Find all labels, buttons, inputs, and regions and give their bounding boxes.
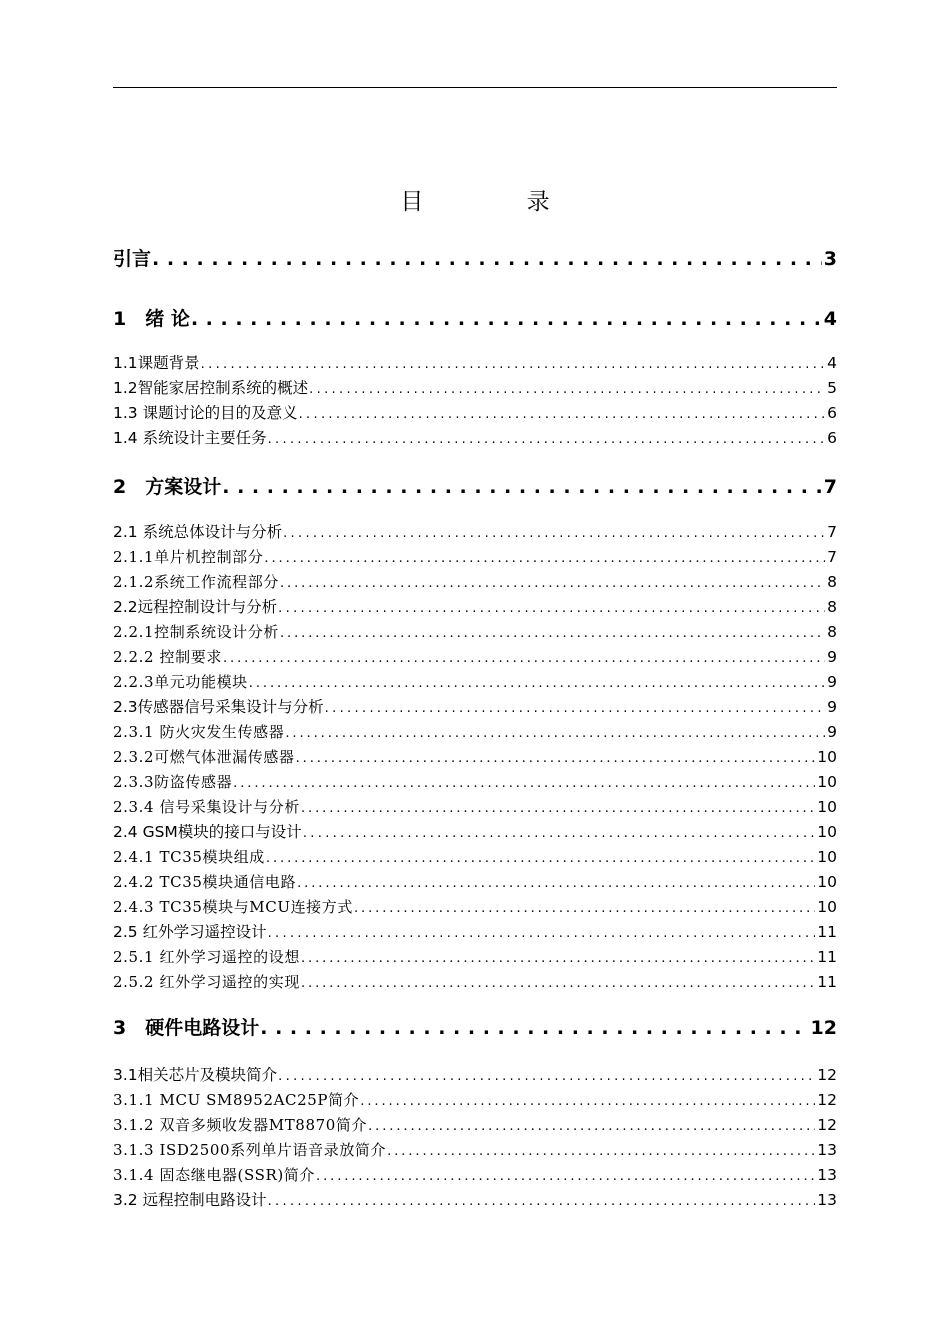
toc-entry-label: 2.5.2 红外学习遥控的实现 — [113, 973, 300, 991]
dot-leader — [325, 700, 825, 716]
toc-entry-label: 2.4.2 TC35模块通信电路 — [113, 873, 297, 891]
toc-entry-label: 2.3.2可燃气体泄漏传感器 — [113, 748, 295, 766]
toc-entry-page: 12 — [817, 1116, 837, 1134]
toc-entry[interactable] — [113, 750, 837, 766]
dot-leader — [387, 1143, 815, 1158]
toc-entry-label: 1 绪 论 — [113, 308, 190, 330]
toc-entry-page: 7 — [827, 523, 837, 541]
dot-leader — [309, 381, 825, 397]
toc-entry-label: 2.1.2系统工作流程部分 — [113, 573, 279, 591]
toc-entry-page: 11 — [817, 973, 837, 991]
toc-entry[interactable] — [113, 850, 837, 866]
toc-entry[interactable] — [113, 356, 837, 372]
dot-leader — [249, 675, 825, 690]
toc-entry-label: 2.1 系统总体设计与分析 — [113, 523, 283, 541]
toc-entry-label: 2.2.2 控制要求 — [113, 648, 222, 666]
toc-entry[interactable] — [113, 1068, 837, 1084]
toc-entry-page: 9 — [827, 723, 837, 741]
dot-leader — [222, 478, 822, 497]
toc-entry[interactable] — [113, 875, 837, 891]
dot-leader — [301, 950, 815, 965]
dot-leader — [285, 725, 825, 740]
toc-entry[interactable] — [113, 575, 837, 591]
toc-entry-page: 7 — [823, 476, 837, 498]
toc-entry[interactable] — [113, 478, 837, 497]
toc-entry-label: 2 方案设计 — [113, 476, 222, 498]
toc-entry-label: 3.1相关芯片及模块简介 — [113, 1066, 278, 1084]
toc-entry[interactable] — [113, 431, 837, 447]
toc-entry-page: 13 — [817, 1166, 837, 1184]
dot-leader — [283, 525, 825, 541]
toc-entry[interactable] — [113, 406, 837, 422]
toc-entry-label: 3.1.4 固态继电器(SSR)简介 — [113, 1166, 316, 1184]
toc-entry-page: 10 — [817, 823, 837, 841]
toc-entry-label: 1.2智能家居控制系统的概述 — [113, 379, 309, 397]
toc-entry-label: 1.3 课题讨论的目的及意义 — [113, 404, 298, 422]
toc-entry[interactable] — [113, 725, 837, 741]
toc-entry-page: 10 — [817, 848, 837, 866]
dot-leader — [368, 1118, 815, 1133]
dot-leader — [266, 850, 815, 865]
dot-leader — [278, 1068, 815, 1084]
toc-entry-page: 8 — [827, 598, 837, 616]
toc-entry-label: 2.3.3防盗传感器 — [113, 773, 233, 791]
toc-entry[interactable] — [113, 800, 837, 816]
toc-entry-label: 2.5.1 红外学习遥控的设想 — [113, 948, 300, 966]
toc-entry-label: 3.1.2 双音多频收发器MT8870简介 — [113, 1116, 368, 1134]
dot-leader — [278, 600, 825, 616]
toc-entry[interactable] — [113, 310, 837, 329]
dot-leader — [268, 431, 826, 447]
toc-entry-label: 1.4 系统设计主要任务 — [113, 429, 267, 447]
dot-leader — [297, 875, 815, 890]
toc-entry-page: 13 — [817, 1191, 837, 1209]
toc-entry-label: 2.5 红外学习遥控设计 — [113, 923, 267, 941]
toc-entry-label: 3 硬件电路设计 — [113, 1017, 260, 1039]
toc-entry-page: 7 — [827, 548, 837, 566]
toc-entry-page: 9 — [827, 673, 837, 691]
toc-entry-label: 2.1.1单片机控制部分 — [113, 548, 264, 566]
dot-leader — [360, 1093, 815, 1108]
dot-leader — [223, 650, 825, 665]
toc-entry-label: 2.4 GSM模块的接口与设计 — [113, 823, 302, 841]
dot-leader — [280, 625, 825, 640]
toc-entry-page: 13 — [817, 1141, 837, 1159]
dot-leader — [354, 900, 815, 915]
dot-leader — [233, 775, 815, 790]
dot-leader — [301, 800, 815, 815]
dot-leader — [268, 925, 816, 941]
toc-entry[interactable] — [113, 1019, 837, 1038]
toc-entry-label: 2.3.4 信号采集设计与分析 — [113, 798, 300, 816]
toc-entry-label: 2.2.3单元功能模块 — [113, 673, 248, 691]
toc-entry[interactable] — [113, 550, 837, 566]
toc-entry[interactable] — [113, 650, 837, 666]
toc-entry-page: 10 — [817, 873, 837, 891]
dot-leader — [296, 750, 816, 765]
dot-leader — [268, 1193, 816, 1209]
toc-entry-page: 10 — [817, 773, 837, 791]
toc-entry-page: 9 — [827, 648, 837, 666]
dot-leader — [201, 356, 825, 372]
dot-leader — [280, 575, 825, 590]
toc-entry[interactable] — [113, 925, 837, 941]
toc-entry-page: 9 — [827, 698, 837, 716]
toc-entry[interactable] — [113, 625, 837, 641]
toc-entry-page: 8 — [827, 573, 837, 591]
toc-entry-label: 2.3.1 防火灾发生传感器 — [113, 723, 285, 741]
toc-entry-label: 3.1.1 MCU SM8952AC25P简介 — [113, 1091, 360, 1109]
toc-entry-label: 3.2 远程控制电路设计 — [113, 1191, 267, 1209]
toc-entry-page: 3 — [823, 248, 837, 270]
dot-leader — [264, 550, 825, 565]
toc-entry[interactable] — [113, 381, 837, 397]
toc-entry-page: 12 — [810, 1017, 837, 1039]
dot-leader — [303, 825, 815, 841]
toc-entry-label: 3.1.3 ISD2500系列单片语音录放简介 — [113, 1141, 387, 1159]
toc-entry-page: 4 — [823, 308, 837, 330]
toc-entry-page: 10 — [817, 748, 837, 766]
toc-entry[interactable] — [113, 700, 837, 716]
toc-entry[interactable] — [113, 250, 837, 269]
toc-entry-page: 5 — [827, 379, 837, 397]
toc-entry[interactable] — [113, 1143, 837, 1159]
toc-entry-page: 12 — [817, 1091, 837, 1109]
page-title: 目 录 — [400, 189, 598, 215]
dot-leader — [191, 310, 822, 329]
toc-entry-label: 1.1课题背景 — [113, 354, 200, 372]
toc-entry-page: 6 — [827, 429, 837, 447]
toc-entry-page: 11 — [817, 923, 837, 941]
toc-entry-page: 12 — [817, 1066, 837, 1084]
dot-leader — [316, 1168, 815, 1183]
dot-leader — [260, 1019, 808, 1038]
toc-entry[interactable] — [113, 1193, 837, 1209]
toc-entry-label: 2.3传感器信号采集设计与分析 — [113, 698, 324, 716]
toc-entry-label: 2.2远程控制设计与分析 — [113, 598, 278, 616]
toc-entry[interactable] — [113, 1118, 837, 1134]
header-rule — [113, 87, 837, 88]
toc-entry-page: 11 — [817, 948, 837, 966]
toc-entry-label: 2.2.1控制系统设计分析 — [113, 623, 279, 641]
toc-entry-page: 8 — [827, 623, 837, 641]
dot-leader — [152, 250, 822, 269]
toc-entry-page: 10 — [817, 898, 837, 916]
toc-entry-page: 10 — [817, 798, 837, 816]
toc-entry-page: 6 — [827, 404, 837, 422]
toc-entry[interactable] — [113, 600, 837, 616]
toc-entry-page: 4 — [827, 354, 837, 372]
toc-entry[interactable] — [113, 975, 837, 991]
toc-entry[interactable] — [113, 775, 837, 791]
toc-entry-label: 2.4.1 TC35模块组成 — [113, 848, 265, 866]
toc-entry[interactable] — [113, 950, 837, 966]
toc-entry[interactable] — [113, 675, 837, 691]
toc-entry[interactable] — [113, 525, 837, 541]
dot-leader — [299, 406, 826, 422]
toc-entry-label: 引言 — [113, 248, 152, 270]
toc-entry[interactable] — [113, 1093, 837, 1109]
toc-entry[interactable] — [113, 1168, 837, 1184]
toc-entry-label: 2.4.3 TC35模块与MCU连接方式 — [113, 898, 353, 916]
dot-leader — [301, 975, 815, 990]
toc-entry[interactable] — [113, 825, 837, 841]
toc-entry[interactable] — [113, 900, 837, 916]
